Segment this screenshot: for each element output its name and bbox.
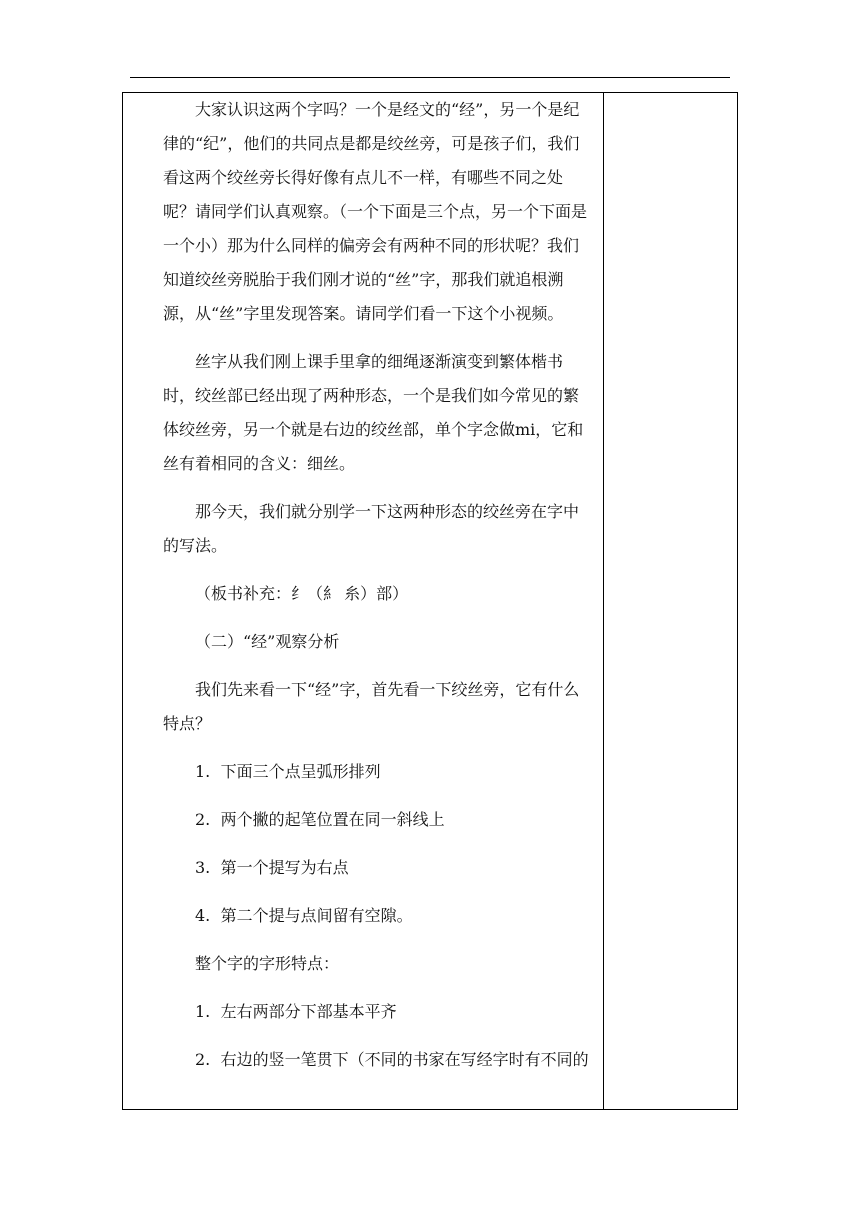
list-item: 1. 左右两部分下部基本平齐 [195, 1002, 397, 1021]
column-divider [603, 93, 604, 1109]
list-item: 4. 第二个提与点间留有空隙。 [195, 906, 413, 925]
paragraph-question: 我们先来看一下“经”字，首先看一下绞丝旁，它有什么特点？ [163, 680, 580, 733]
board-note: （板书补充：纟（糹 糸）部） [195, 584, 409, 603]
paragraph-today: 那今天，我们就分别学一下这两种形态的绞丝旁在字中的写法。 [163, 502, 580, 555]
list-item: 3. 第一个提写为右点 [195, 858, 349, 877]
section-heading: （二）“经”观察分析 [195, 632, 340, 651]
header-rule [130, 77, 730, 78]
lesson-content-cell [163, 93, 589, 1091]
lesson-table [122, 92, 738, 1110]
paragraph-intro: 大家认识这两个字吗？一个是经文的“经”，另一个是纪律的“纪”，他们的共同点是都是绞丝旁，可是孩子们，我们看这两个绞丝旁长得好像有点儿不一样，有哪些不同之处呢？请同学们认真观察。（一个下面是三个点，另一个下面是一个小）那为什么同样的偏旁会有两种不同的形状呢？我们知道绞丝旁脱胎于我们刚才说的“丝”字，那我们就追根溯源，从“丝”字里发现答案。请同学们看一下这个小视频。 [163, 100, 588, 323]
list-item: 1. 下面三个点呈弧形排列 [195, 762, 381, 781]
list-item: 2. 右边的竖一笔贯下（不同的书家在写经字时有不同的 [195, 1050, 589, 1069]
paragraph-shape: 整个字的字形特点： [195, 954, 340, 973]
list-item: 2. 两个撇的起笔位置在同一斜线上 [195, 810, 445, 829]
paragraph-evolution: 丝字从我们刚上课手里拿的细绳逐渐演变到繁体楷书时，绞丝部已经出现了两种形态，一个是我们如今常见的繁体绞丝旁，另一个就是右边的绞丝部，单个字念做mi，它和丝有着相同的含义：细丝。 [163, 352, 584, 473]
